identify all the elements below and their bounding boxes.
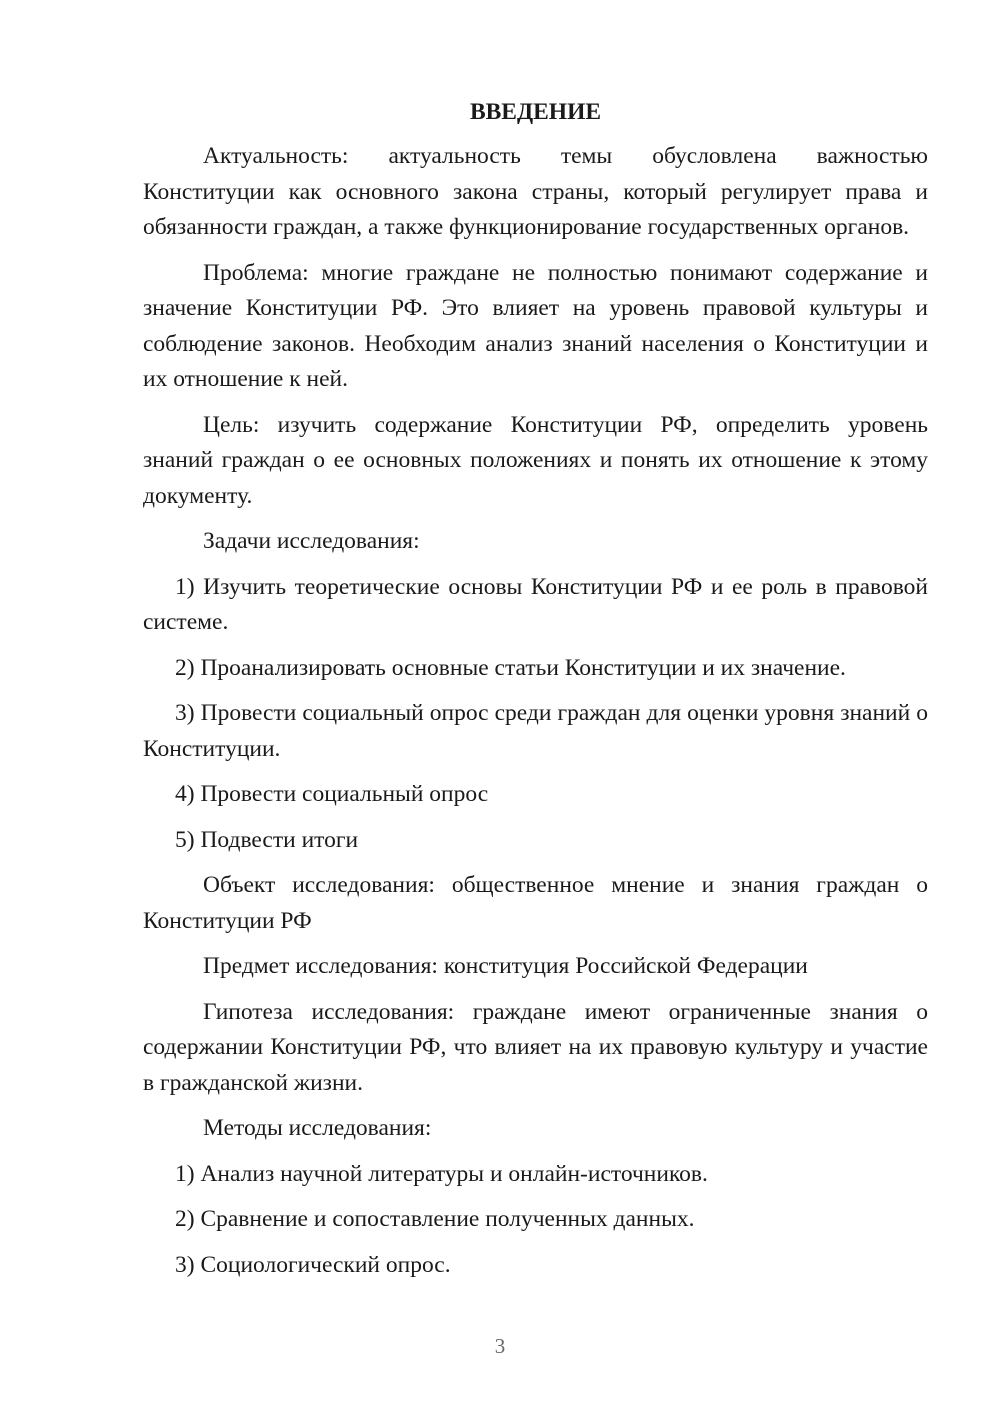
task-item-4: 4) Провести социальный опрос [175,781,489,807]
method-item-1: 1) Анализ научной литературы и онлайн-источников. [175,1160,708,1187]
task-item-1: 1) Изучить теоретические основы Конституции РФ и ее роль в правовой системе. [143,573,928,635]
method-item-2: 2) Сравнение и сопоставление полученных данных. [175,1206,695,1232]
paragraph-relevance: Актуальность: актуальность темы обусловлена важностью Конституции как основного закона страны, который регулирует права и обязанности граждан, а также функционирование государственных органов. [143,143,928,240]
page-number: 3 [494,1334,506,1358]
methods-heading: Методы исследования: [203,1115,432,1141]
tasks-heading: Задачи исследования: [203,528,420,554]
task-item-2: 2) Проанализировать основные статьи Конституции и их значение. [175,654,846,681]
page-title: ВВЕДЕНИЕ [469,99,602,125]
paragraph-hypothesis: Гипотеза исследования: граждане имеют ограниченные знания о содержании Конституции РФ, что влияет на их правовую культуру и участие в гражданской жизни. [143,998,928,1096]
task-item-5: 5) Подвести итоги [175,826,359,853]
paragraph-problem: Проблема: многие граждане не полностью понимают содержание и значение Конституции РФ. Это влияет на уровень правовой культуры и соблюдение законов. Необходим анализ знаний населения о Конституции и их отношение к ней. [143,259,928,392]
paragraph-object: Объект исследования: общественное мнение и знания граждан о Конституции РФ [143,872,928,934]
paragraph-subject: Предмет исследования: конституция Российской Федерации [203,953,808,979]
paragraph-goal: Цель: изучить содержание Конституции РФ, определить уровень знаний граждан о ее основных положениях и понять их отношение к этому документу. [143,411,928,509]
document-page [143,95,928,1283]
method-item-3: 3) Социологический опрос. [175,1251,451,1278]
task-item-3: 3) Провести социальный опрос среди граждан для оценки уровня знаний о Конституции. [143,700,928,762]
